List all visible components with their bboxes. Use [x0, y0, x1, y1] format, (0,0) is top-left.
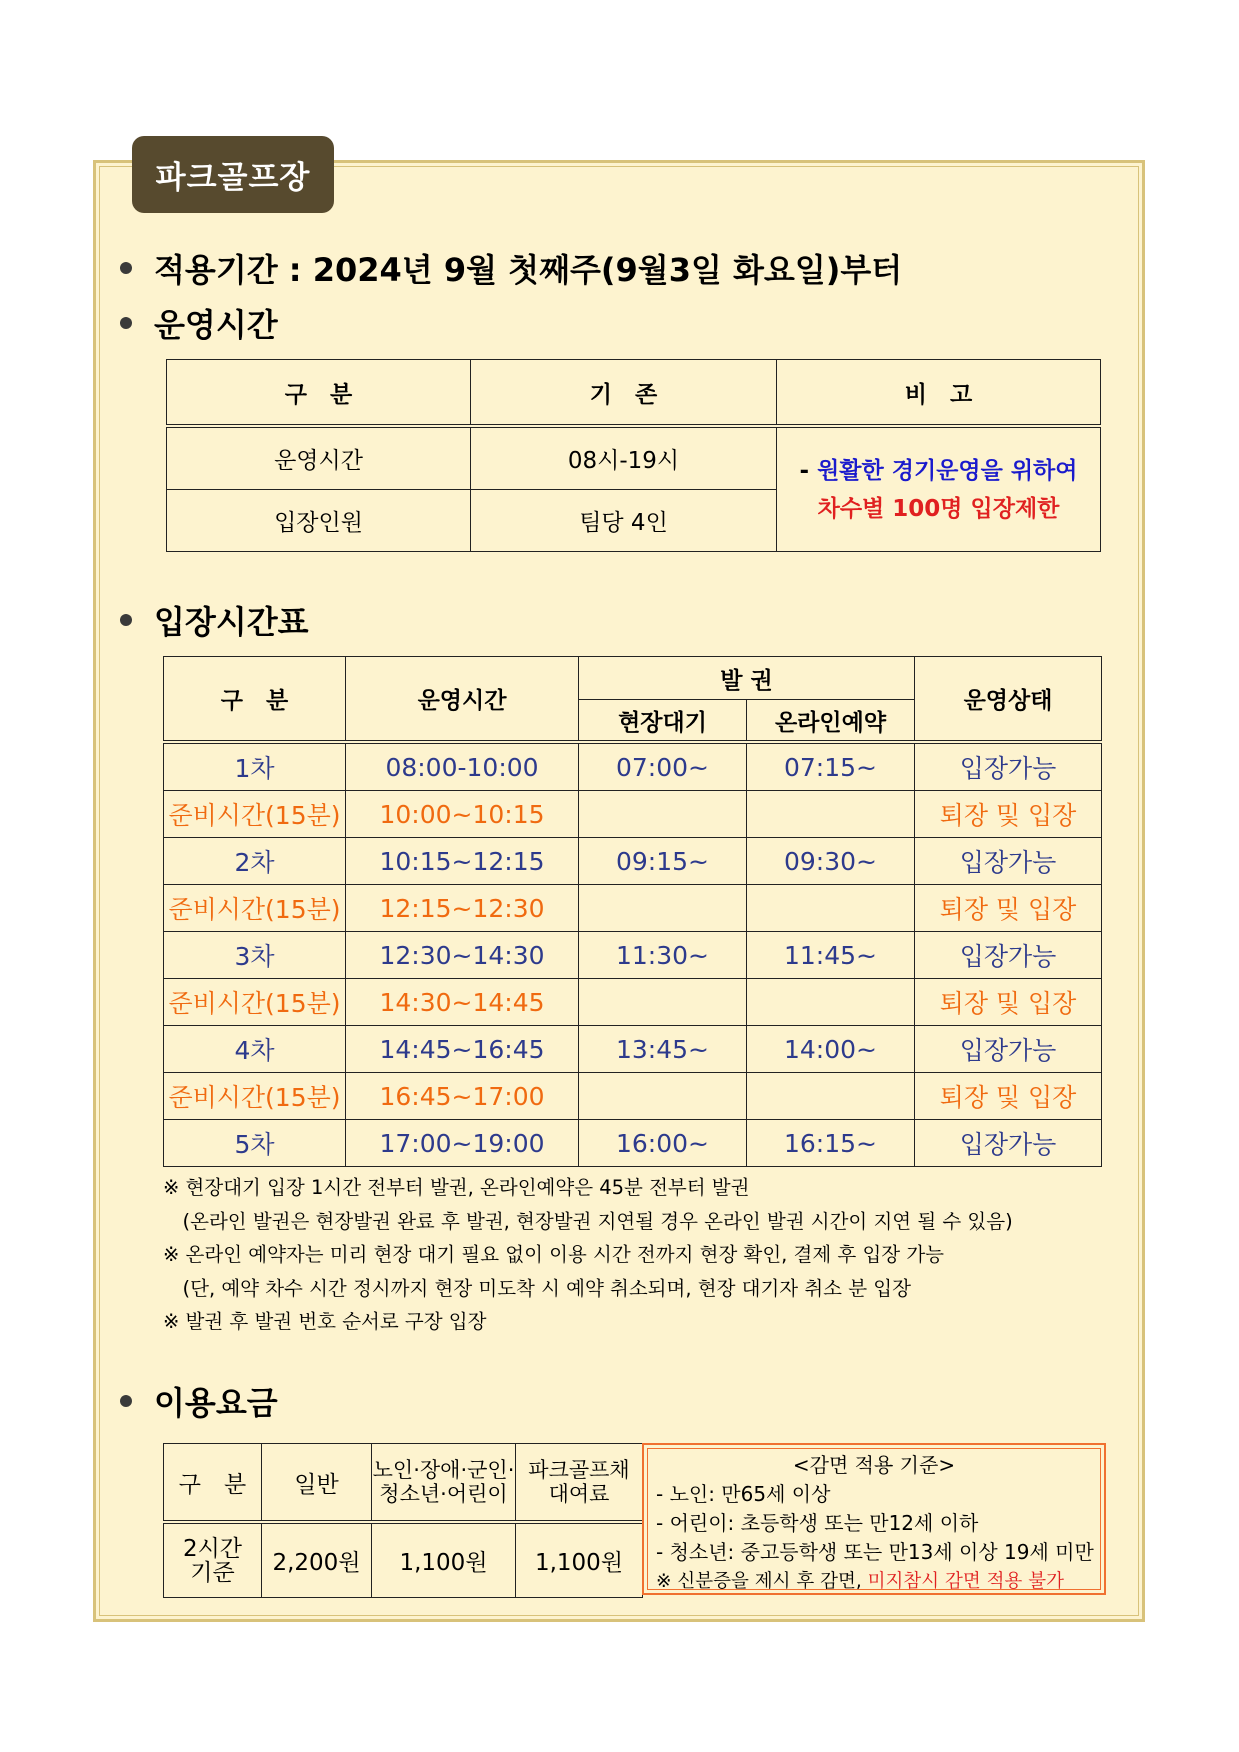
- discount-criteria-box: [642, 1443, 1106, 1595]
- entry-table: [163, 656, 1102, 1167]
- remarks-blue: 원활한 경기운영을 위하여: [817, 457, 1078, 484]
- note-line: ※ 현장대기 입장 1시간 전부터 발권, 온라인예약은 45분 전부터 발권: [163, 1176, 750, 1199]
- cell-label: 1차: [164, 742, 346, 791]
- bullet-icon: [120, 317, 132, 329]
- discount-title: <감면 적용 기준>: [792, 1453, 956, 1477]
- fee-rental: 1,100원: [516, 1522, 643, 1598]
- header-existing: 기 존: [471, 360, 777, 427]
- table-row: [167, 426, 1101, 490]
- note-line: (온라인 발권은 현장발권 완료 후 발권, 현장발권 지연될 경우 온라인 발권 시간이 지연 될 수 있음): [163, 1209, 1013, 1233]
- section-entry-title: 입장시간표: [154, 603, 309, 641]
- cell-status: 입장가능: [915, 838, 1102, 885]
- cell-onsite: [579, 791, 747, 838]
- fee-discount: 1,100원: [372, 1522, 516, 1598]
- cell-onsite: [579, 979, 747, 1026]
- cell-label: 5차: [164, 1120, 346, 1167]
- cell-label: 2차: [164, 838, 346, 885]
- cell-label: 준비시간(15분): [164, 1073, 346, 1120]
- header-time: 운영시간: [346, 657, 579, 743]
- hours-table: [166, 359, 1101, 552]
- cell-time: 10:00~10:15: [346, 791, 579, 838]
- cell-online: 16:15~: [747, 1120, 915, 1167]
- row-value: 08시-19시: [471, 426, 777, 490]
- row-value: 팀당 4인: [471, 490, 777, 552]
- cell-time: 12:15~12:30: [346, 885, 579, 932]
- bullet-icon: [120, 262, 132, 274]
- cell-online: [747, 1073, 915, 1120]
- cell-status: 입장가능: [915, 932, 1102, 979]
- row-label: 운영시간: [167, 426, 471, 490]
- header-category: 구 분: [164, 657, 346, 743]
- cell-label: 준비시간(15분): [164, 979, 346, 1026]
- discount-note-red: 미지참시 감면 적용 불가: [867, 1571, 1064, 1592]
- row-label: 2시간 기준: [164, 1522, 262, 1598]
- header-status: 운영상태: [915, 657, 1102, 743]
- cell-time: 12:30~14:30: [346, 932, 579, 979]
- cell-status: 퇴장 및 입장: [915, 885, 1102, 932]
- header-rental: 파크골프채 대여료: [516, 1444, 643, 1523]
- fee-general: 2,200원: [262, 1522, 372, 1598]
- facility-tag: 파크골프장: [132, 136, 334, 213]
- table-row: [164, 742, 1102, 791]
- fee-table: [163, 1443, 643, 1598]
- bullet-icon: [120, 614, 132, 626]
- section-entry: [120, 597, 309, 643]
- cell-online: 07:15~: [747, 742, 915, 791]
- cell-online: [747, 979, 915, 1026]
- discount-item: - 청소년: 중고등학생 또는 만13세 이상 19세 미만: [656, 1540, 1094, 1564]
- cell-status: 퇴장 및 입장: [915, 1073, 1102, 1120]
- remarks-cell: - 원활한 경기운영을 위하여 차수별 100명 입장제한: [777, 426, 1101, 552]
- cell-label: 준비시간(15분): [164, 791, 346, 838]
- header-category: 구 분: [167, 360, 471, 427]
- table-header: [167, 360, 1101, 427]
- period-text: 적용기간 : 2024년 9월 첫째주(9월3일 화요일)부터: [154, 251, 903, 289]
- cell-online: [747, 791, 915, 838]
- cell-time: 08:00-10:00: [346, 742, 579, 791]
- cell-time: 17:00~19:00: [346, 1120, 579, 1167]
- cell-status: 입장가능: [915, 742, 1102, 791]
- header-online: 온라인예약: [747, 700, 915, 743]
- table-header: [164, 1444, 643, 1523]
- cell-onsite: 11:30~: [579, 932, 747, 979]
- cell-status: 입장가능: [915, 1026, 1102, 1073]
- header-general: 일반: [262, 1444, 372, 1523]
- header-discount: 노인·장애·군인· 청소년·어린이: [372, 1444, 516, 1523]
- cell-status: 퇴장 및 입장: [915, 979, 1102, 1026]
- section-hours: [120, 300, 278, 346]
- cell-label: 4차: [164, 1026, 346, 1073]
- discount-item: - 어린이: 초등학생 또는 만12세 이하: [656, 1511, 979, 1535]
- table-row: [164, 791, 1102, 838]
- table-row: [164, 932, 1102, 979]
- cell-status: 입장가능: [915, 1120, 1102, 1167]
- cell-label: 3차: [164, 932, 346, 979]
- cell-label: 준비시간(15분): [164, 885, 346, 932]
- cell-time: 14:45~16:45: [346, 1026, 579, 1073]
- table-row: [164, 1120, 1102, 1167]
- cell-onsite: [579, 1073, 747, 1120]
- cell-time: 16:45~17:00: [346, 1073, 579, 1120]
- header-ticket: 발 권: [579, 657, 915, 700]
- cell-online: [747, 885, 915, 932]
- bullet-icon: [120, 1395, 132, 1407]
- section-fee: [120, 1378, 278, 1424]
- table-row: [164, 1522, 643, 1598]
- cell-online: 09:30~: [747, 838, 915, 885]
- row-label: 입장인원: [167, 490, 471, 552]
- cell-onsite: 13:45~: [579, 1026, 747, 1073]
- cell-onsite: 09:15~: [579, 838, 747, 885]
- cell-online: 14:00~: [747, 1026, 915, 1073]
- cell-status: 퇴장 및 입장: [915, 791, 1102, 838]
- header-onsite: 현장대기: [579, 700, 747, 743]
- table-row: [164, 979, 1102, 1026]
- cell-online: 11:45~: [747, 932, 915, 979]
- period-line: [120, 245, 902, 291]
- cell-time: 10:15~12:15: [346, 838, 579, 885]
- table-row: [164, 885, 1102, 932]
- discount-item: - 노인: 만65세 이상: [656, 1482, 831, 1506]
- cell-onsite: [579, 885, 747, 932]
- table-row: [164, 1026, 1102, 1073]
- note-line: ※ 발권 후 발권 번호 순서로 구장 입장: [163, 1310, 487, 1333]
- header-category: 구 분: [164, 1444, 262, 1523]
- table-row: [164, 1073, 1102, 1120]
- discount-note: ※ 신분증을 제시 후 감면, 미지참시 감면 적용 불가: [656, 1571, 1064, 1592]
- header-remarks: 비 고: [777, 360, 1101, 427]
- note-line: (단, 예약 차수 시간 정시까지 현장 미도착 시 예약 취소되며, 현장 대기자 취소 분 입장: [163, 1276, 911, 1300]
- cell-onsite: 07:00~: [579, 742, 747, 791]
- table-row: [164, 838, 1102, 885]
- note-line: ※ 온라인 예약자는 미리 현장 대기 필요 없이 이용 시간 전까지 현장 확인, 결제 후 입장 가능: [163, 1243, 945, 1266]
- cell-onsite: 16:00~: [579, 1120, 747, 1167]
- entry-notes: [163, 1171, 1013, 1339]
- section-hours-title: 운영시간: [154, 306, 278, 344]
- remarks-red: 차수별 100명 입장제한: [817, 495, 1060, 522]
- cell-time: 14:30~14:45: [346, 979, 579, 1026]
- table-header: [164, 657, 1102, 700]
- section-fee-title: 이용요금: [154, 1384, 278, 1422]
